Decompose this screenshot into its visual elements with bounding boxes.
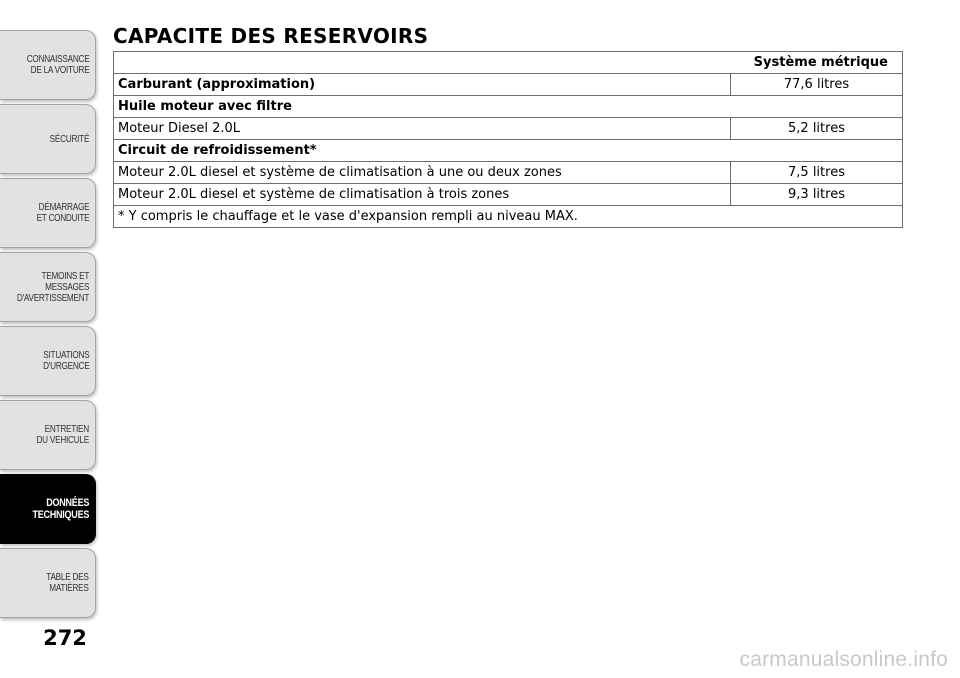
table-row bbox=[114, 184, 903, 206]
row-label: Carburant (approximation) bbox=[114, 74, 731, 96]
tab-label-line: DE LA VOITURE bbox=[30, 65, 89, 76]
table-row bbox=[114, 140, 903, 162]
tab-label-line: SÉCURITÉ bbox=[49, 133, 89, 145]
tab-label bbox=[37, 401, 89, 469]
tab-situations-urgence[interactable] bbox=[0, 326, 96, 396]
capacity-table bbox=[113, 51, 903, 228]
tab-temoins-messages[interactable] bbox=[0, 252, 96, 322]
tab-label-line: TEMOINS ET bbox=[41, 270, 89, 282]
tab-label-line: SITUATIONS bbox=[42, 350, 89, 361]
page-number: 272 bbox=[43, 626, 87, 650]
row-value: 5,2 litres bbox=[731, 118, 903, 140]
tab-label-line: D'URGENCE bbox=[42, 361, 89, 372]
tab-donnees-techniques[interactable] bbox=[0, 474, 96, 544]
row-label: Circuit de refroidissement* bbox=[114, 140, 903, 162]
tab-label-line: D'AVERTISSEMENT bbox=[16, 292, 89, 304]
table-row bbox=[114, 96, 903, 118]
tab-label bbox=[43, 327, 89, 395]
tab-securite[interactable] bbox=[0, 104, 96, 174]
tab-label-line: MATIÈRES bbox=[49, 583, 89, 594]
tab-label bbox=[17, 253, 89, 321]
tab-table-matieres[interactable] bbox=[0, 548, 96, 618]
tab-label-line: DU VEHICULE bbox=[36, 435, 89, 446]
table-row bbox=[114, 118, 903, 140]
watermark: carmanualsonline.info bbox=[739, 648, 948, 671]
table-footnote-row bbox=[114, 206, 903, 228]
tab-label bbox=[47, 549, 89, 617]
row-label: Moteur 2.0L diesel et système de climatisation à une ou deux zones bbox=[114, 162, 731, 184]
row-value: 7,5 litres bbox=[731, 162, 903, 184]
tab-label-line: MESSAGES bbox=[44, 281, 89, 293]
row-label: Moteur 2.0L diesel et système de climatisation à trois zones bbox=[114, 184, 731, 206]
row-value: 9,3 litres bbox=[731, 184, 903, 206]
table-header-units: Système métrique bbox=[114, 52, 903, 74]
tab-label-line: DÉMARRAGE bbox=[38, 202, 89, 213]
tab-label-line: TABLE DES bbox=[46, 572, 89, 583]
tab-label-line: CONNAISSANCE bbox=[26, 54, 89, 65]
tab-label bbox=[32, 475, 89, 543]
tab-label-line: TECHNIQUES bbox=[32, 509, 89, 521]
tab-label-line: ET CONDUITE bbox=[36, 213, 89, 224]
page-title: CAPACITE DES RESERVOIRS bbox=[113, 24, 429, 48]
tab-connaissance-voiture[interactable] bbox=[0, 30, 96, 100]
tab-label bbox=[49, 105, 89, 173]
table-header-row bbox=[114, 52, 903, 74]
table-row bbox=[114, 162, 903, 184]
table-footnote: * Y compris le chauffage et le vase d'expansion rempli au niveau MAX. bbox=[114, 206, 903, 228]
tab-label-line: DONNÉES bbox=[46, 497, 89, 509]
tab-entretien-vehicule[interactable] bbox=[0, 400, 96, 470]
chapter-tabs bbox=[0, 0, 100, 640]
row-label: Moteur Diesel 2.0L bbox=[114, 118, 731, 140]
tab-demarrage-conduite[interactable] bbox=[0, 178, 96, 248]
tab-label-line: ENTRETIEN bbox=[44, 424, 89, 435]
tab-label bbox=[26, 31, 89, 99]
table-row bbox=[114, 74, 903, 96]
row-value: 77,6 litres bbox=[731, 74, 903, 96]
tab-label bbox=[36, 179, 89, 247]
row-label: Huile moteur avec filtre bbox=[114, 96, 903, 118]
